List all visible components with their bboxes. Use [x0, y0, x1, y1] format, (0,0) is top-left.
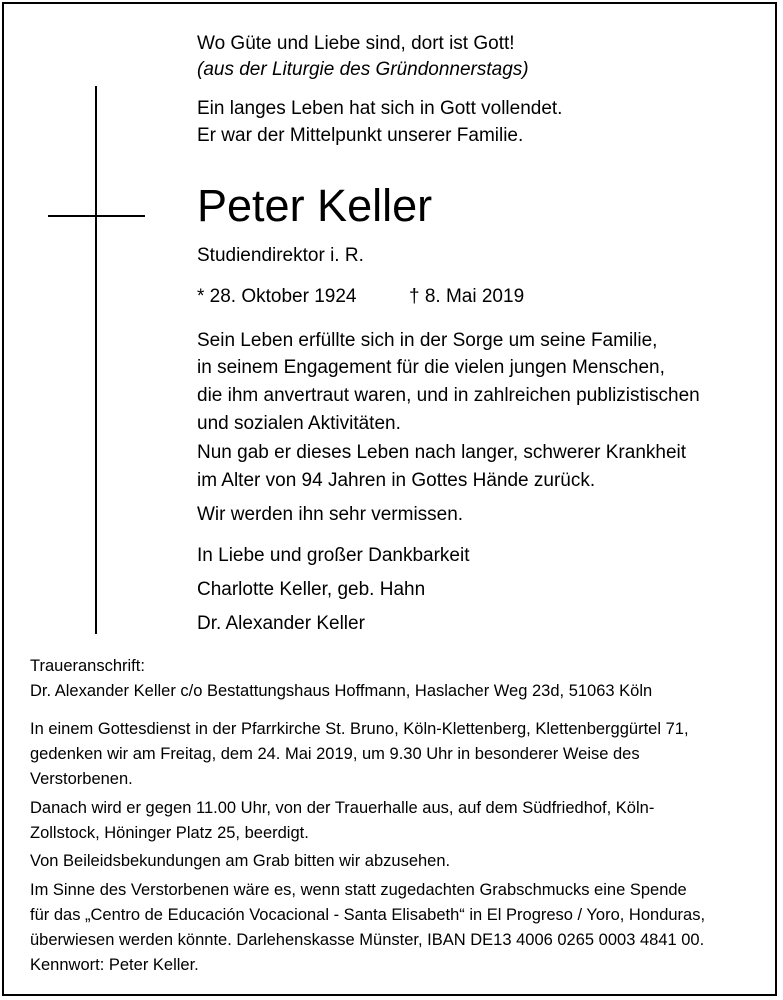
- burial-line: Danach wird er gegen 11.00 Uhr, von der Trauerhalle aus, auf dem Südfriedhof, Köln-: [30, 799, 655, 817]
- tribute-line: Sein Leben erfüllte sich in der Sorge um seine Familie,: [197, 330, 658, 351]
- mourner-name: Charlotte Keller, geb. Hahn: [197, 579, 426, 600]
- deceased-title: Studiendirektor i. R.: [197, 245, 364, 266]
- notice-border: [2, 2, 777, 996]
- donation-line: für das „Centro de Educación Vocacional - Santa Elisabeth“ in El Progreso / Yoro, Honduras,: [30, 906, 706, 924]
- tribute-line: die ihm anvertraut waren, und in zahlreichen publizistischen: [197, 385, 700, 406]
- tribute-line: in seinem Engagement für die vielen jungen Menschen,: [197, 357, 665, 378]
- condolence-note: Von Beileidsbekundungen am Grab bitten wir abzusehen.: [30, 852, 451, 870]
- motto-source: (aus der Liturgie des Gründonnerstags): [197, 59, 529, 80]
- address-label: Traueranschrift:: [30, 657, 145, 675]
- intro-line: Ein langes Leben hat sich in Gott vollendet.: [197, 98, 563, 119]
- service-line: gedenken wir am Freitag, dem 24. Mai 2019, um 9.30 Uhr in besonderer Weise des: [30, 745, 640, 763]
- service-line: Verstorbenen.: [30, 770, 133, 788]
- cross-icon-vertical: [95, 86, 97, 634]
- burial-line: Zollstock, Höninger Platz 25, beerdigt.: [30, 824, 309, 842]
- tribute-line: im Alter von 94 Jahren in Gottes Hände zurück.: [197, 470, 596, 491]
- donation-line: Kennwort: Peter Keller.: [30, 956, 199, 974]
- cross-icon-horizontal: [48, 215, 145, 217]
- address-text: Dr. Alexander Keller c/o Bestattungshaus Hoffmann, Haslacher Weg 23d, 51063 Köln: [30, 682, 653, 700]
- donation-line: überwiesen werden könnte. Darlehenskasse Münster, IBAN DE13 4006 0265 0003 4841 00.: [30, 931, 705, 949]
- service-line: In einem Gottesdienst in der Pfarrkirche St. Bruno, Köln-Klettenberg, Klettenberggürtel 71,: [30, 720, 689, 738]
- deceased-name: Peter Keller: [197, 180, 433, 231]
- tribute-line: und sozialen Aktivitäten.: [197, 413, 401, 434]
- donation-line: Im Sinne des Verstorbenen wäre es, wenn statt zugedachten Grabschmucks eine Spende: [30, 881, 687, 899]
- signature-closing: In Liebe und großer Dankbarkeit: [197, 545, 470, 566]
- birth-date: * 28. Oktober 1924: [197, 286, 357, 307]
- tribute-line: Wir werden ihn sehr vermissen.: [197, 504, 464, 525]
- motto-line: Wo Güte und Liebe sind, dort ist Gott!: [197, 33, 515, 54]
- death-date: † 8. Mai 2019: [409, 286, 525, 307]
- intro-line: Er war der Mittelpunkt unserer Familie.: [197, 125, 524, 146]
- tribute-line: Nun gab er dieses Leben nach langer, schwerer Krankheit: [197, 442, 687, 463]
- mourner-name: Dr. Alexander Keller: [197, 613, 365, 634]
